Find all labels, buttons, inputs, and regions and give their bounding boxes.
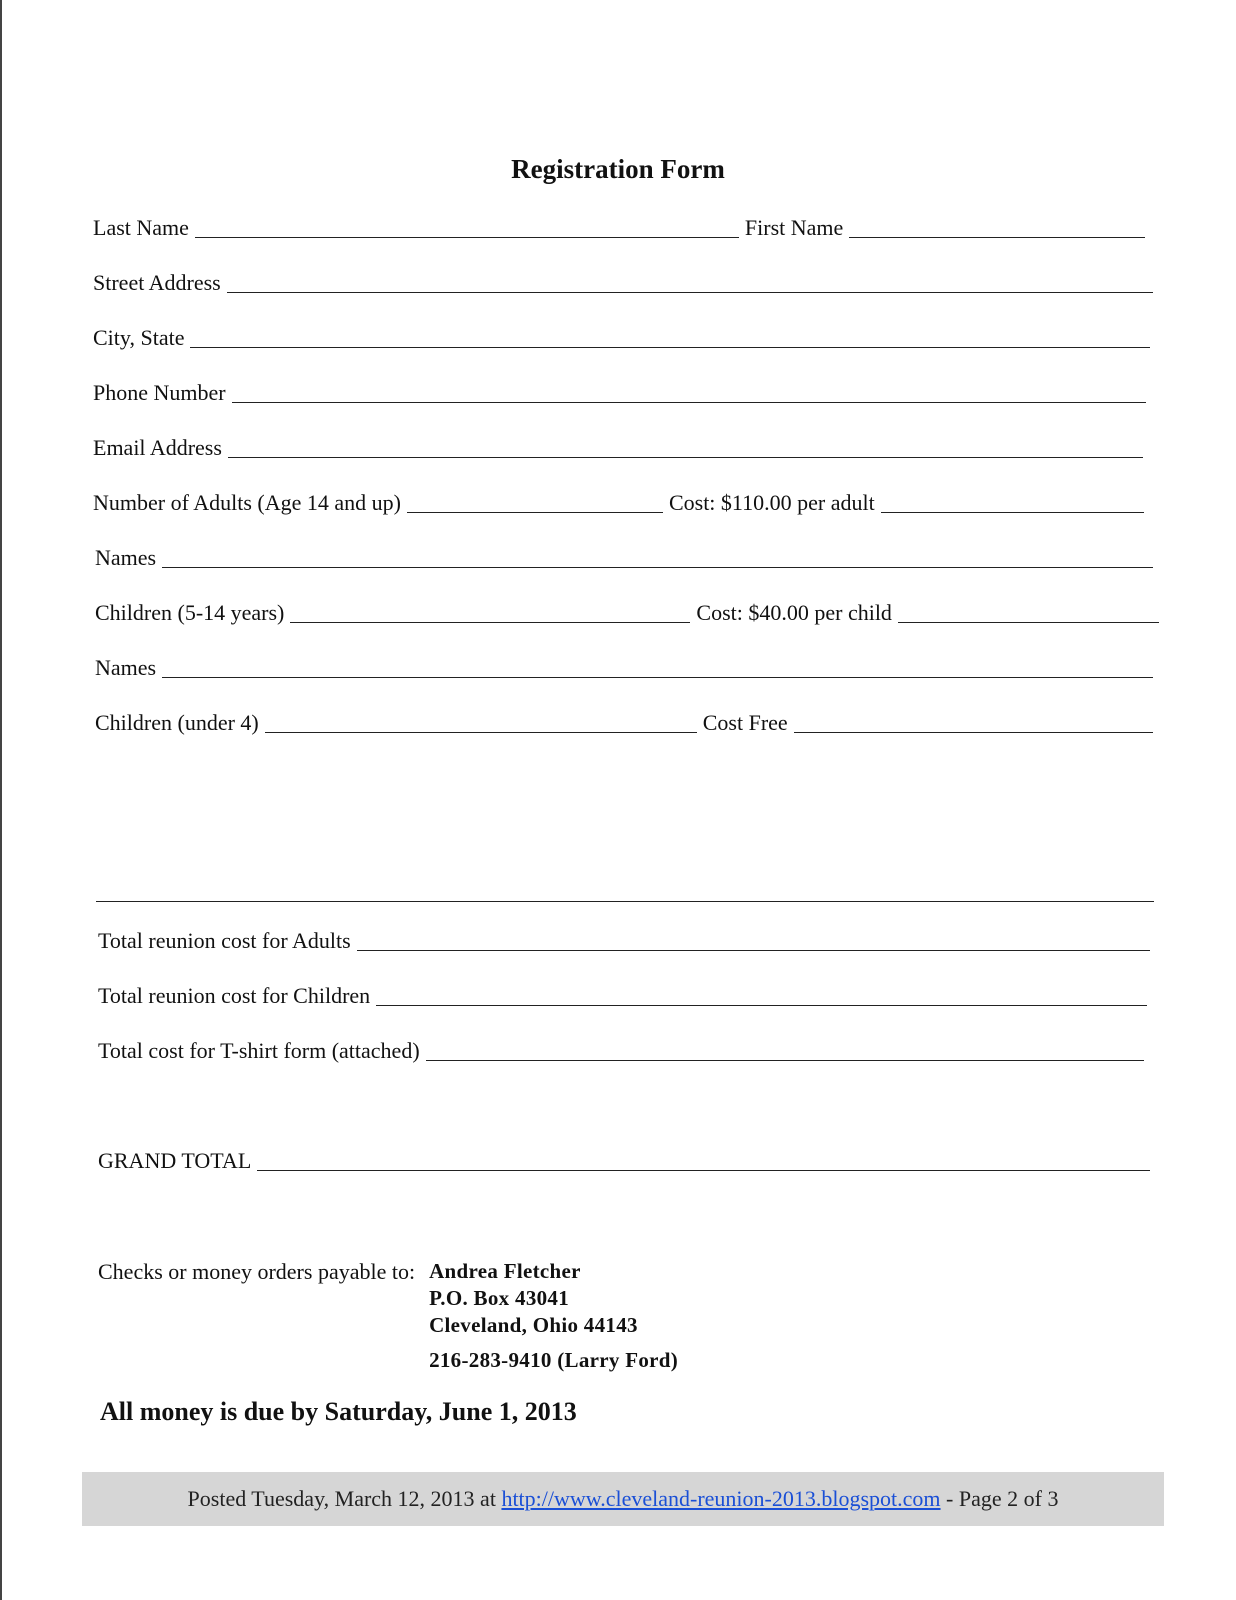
section-divider bbox=[96, 901, 1154, 902]
adults-row bbox=[93, 490, 1144, 516]
street-address-field[interactable] bbox=[227, 276, 1153, 293]
email-address-field[interactable] bbox=[228, 441, 1143, 458]
street-address-row bbox=[93, 270, 1153, 296]
total-children-row bbox=[98, 983, 1147, 1009]
cost-free-label: Cost Free bbox=[702, 710, 788, 735]
total-tshirt-row bbox=[98, 1038, 1144, 1064]
phone-number-field[interactable] bbox=[232, 386, 1146, 403]
cost-free-field[interactable] bbox=[794, 716, 1153, 733]
grand-total-field[interactable] bbox=[257, 1154, 1150, 1171]
email-address-label: Email Address bbox=[93, 435, 222, 460]
total-adults-label: Total reunion cost for Adults bbox=[98, 928, 351, 953]
adult-cost-label: Cost: $110.00 per adult bbox=[668, 490, 875, 515]
footer-bar bbox=[82, 1472, 1164, 1526]
children-under-4-field[interactable] bbox=[265, 716, 697, 733]
total-adults-row bbox=[98, 928, 1150, 954]
city-state-field[interactable] bbox=[190, 331, 1150, 348]
phone-number-row bbox=[93, 380, 1146, 406]
footer-blog-link[interactable]: http://www.cleveland-reunion-2013.blogspot.com bbox=[501, 1486, 941, 1511]
total-tshirt-field[interactable] bbox=[426, 1044, 1144, 1061]
adult-names-label: Names bbox=[95, 545, 157, 570]
payment-info bbox=[98, 1258, 678, 1374]
payment-label: Checks or money orders payable to: bbox=[98, 1259, 416, 1284]
first-name-field[interactable] bbox=[849, 221, 1145, 238]
adult-names-row bbox=[95, 545, 1153, 571]
grand-total-label: GRAND TOTAL bbox=[98, 1148, 252, 1173]
street-address-label: Street Address bbox=[93, 270, 221, 295]
phone-number-label: Phone Number bbox=[93, 380, 226, 405]
due-notice: All money is due by Saturday, June 1, 2013 bbox=[100, 1397, 577, 1426]
child-names-field[interactable] bbox=[162, 661, 1153, 678]
children-5-14-field[interactable] bbox=[290, 606, 690, 623]
footer-page-number: - Page 2 of 3 bbox=[946, 1486, 1059, 1511]
payee-po-box: P.O. Box 43041 bbox=[429, 1286, 570, 1310]
children-5-14-label: Children (5-14 years) bbox=[95, 600, 285, 625]
children-under-4-row bbox=[95, 710, 1153, 736]
total-adults-field[interactable] bbox=[357, 934, 1150, 951]
total-tshirt-label: Total cost for T-shirt form (attached) bbox=[98, 1038, 420, 1063]
children-5-14-row bbox=[95, 600, 1159, 626]
last-name-field[interactable] bbox=[195, 221, 739, 238]
num-adults-field[interactable] bbox=[407, 496, 663, 513]
children-under-4-label: Children (under 4) bbox=[95, 710, 259, 735]
total-children-label: Total reunion cost for Children bbox=[98, 983, 371, 1008]
footer-prefix: Posted Tuesday, March 12, 2013 at bbox=[187, 1486, 496, 1511]
city-state-label: City, State bbox=[93, 325, 185, 350]
child-cost-field[interactable] bbox=[898, 606, 1159, 623]
form-title: Registration Form bbox=[511, 154, 725, 184]
adult-cost-field[interactable] bbox=[881, 496, 1144, 513]
child-names-row bbox=[95, 655, 1153, 681]
city-state-row bbox=[93, 325, 1150, 351]
adult-names-field[interactable] bbox=[162, 551, 1153, 568]
name-row bbox=[93, 215, 1145, 241]
payee-phone: 216-283-9410 (Larry Ford) bbox=[429, 1348, 679, 1372]
page-edge-line bbox=[0, 0, 2, 1600]
child-cost-label: Cost: $40.00 per child bbox=[696, 600, 892, 625]
total-children-field[interactable] bbox=[376, 989, 1147, 1006]
payee-city: Cleveland, Ohio 44143 bbox=[429, 1313, 638, 1337]
payee-name: Andrea Fletcher bbox=[429, 1259, 581, 1283]
num-adults-label: Number of Adults (Age 14 and up) bbox=[93, 490, 401, 515]
child-names-label: Names bbox=[95, 655, 157, 680]
last-name-label: Last Name bbox=[93, 215, 189, 240]
first-name-label: First Name bbox=[744, 215, 844, 240]
payment-address bbox=[429, 1258, 678, 1374]
grand-total-row bbox=[98, 1148, 1150, 1174]
email-address-row bbox=[93, 435, 1143, 461]
